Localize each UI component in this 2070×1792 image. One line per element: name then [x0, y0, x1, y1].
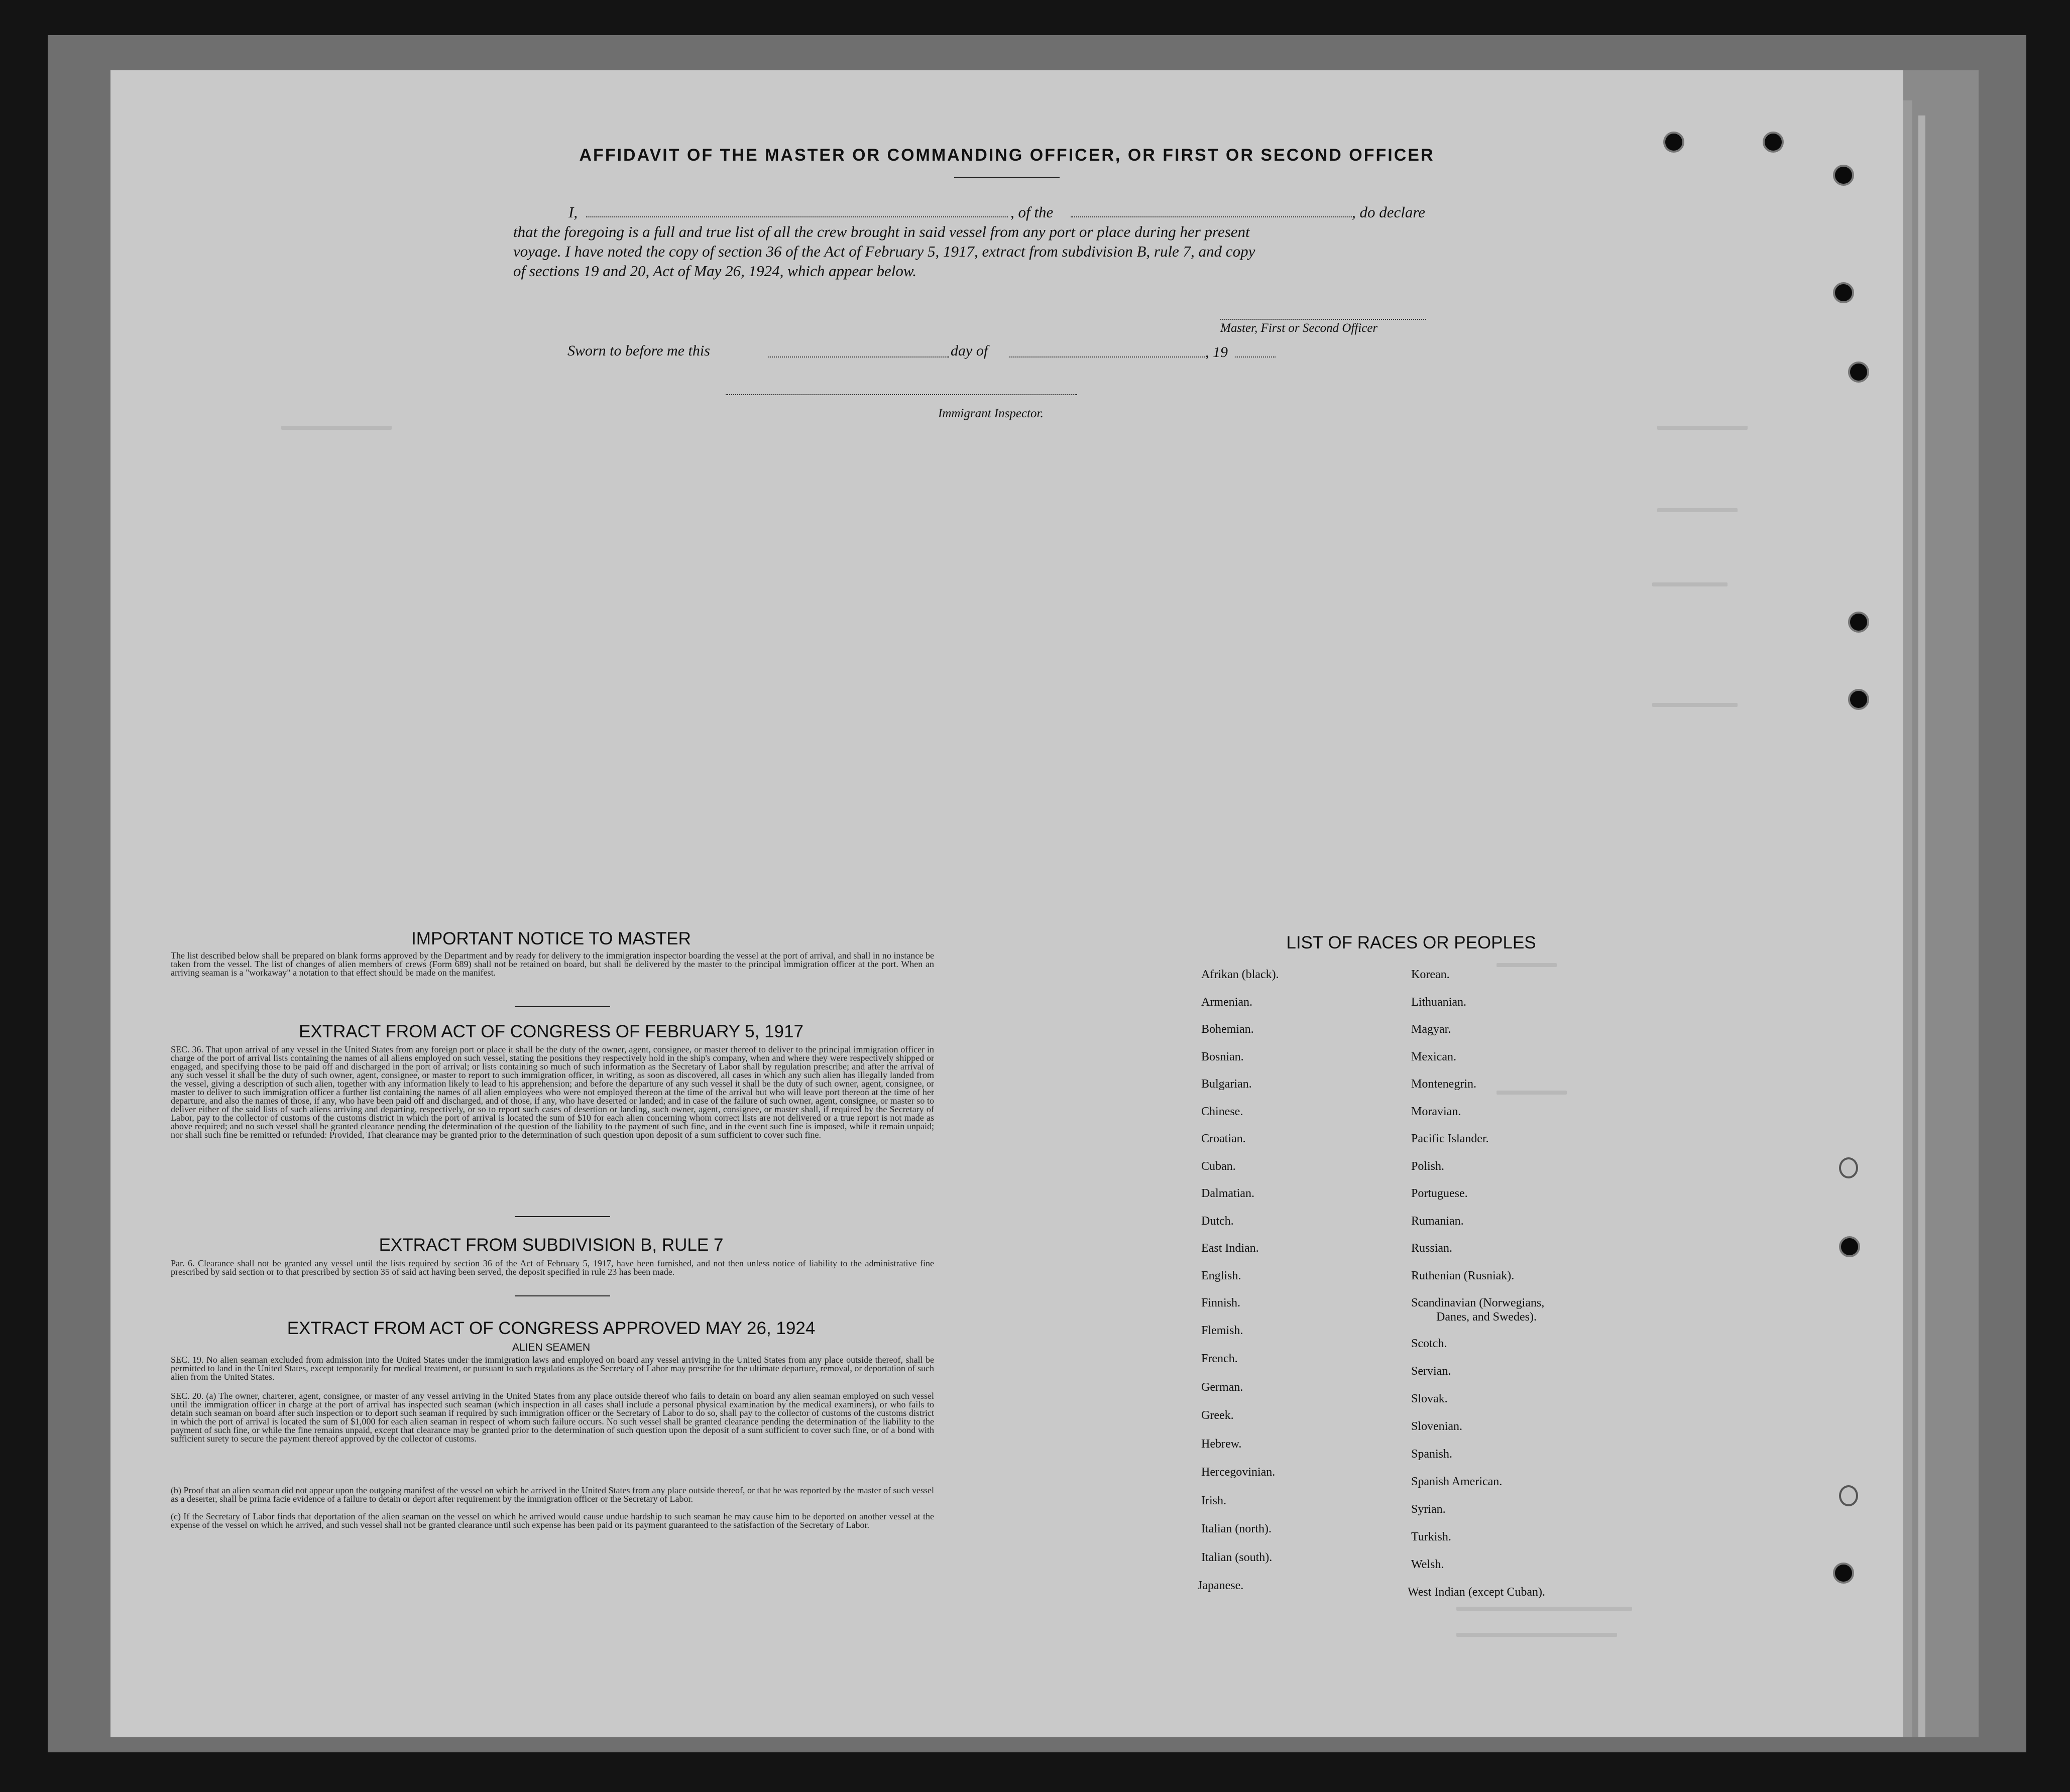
- race-item: Magyar.: [1411, 1023, 1451, 1036]
- binder-hole: [1833, 282, 1854, 303]
- affidavit-i: I,: [568, 203, 578, 221]
- inspector-signature-blank[interactable]: [726, 394, 1077, 395]
- notice-title: IMPORTANT NOTICE TO MASTER: [411, 929, 691, 948]
- sworn-day-blank[interactable]: [768, 356, 949, 357]
- race-item: Hebrew.: [1201, 1438, 1242, 1451]
- section-rule: [515, 1006, 610, 1007]
- race-item: Bulgarian.: [1201, 1078, 1252, 1091]
- sec-20b-body: (b) Proof that an alien seaman did not appear upon the outgoing manifest of the vessel on which he arrived in the United States from any place outside thereof, or that he was reported by the master of such vessel as a deserter, shall be prima facie evidence of a failure to detain or deport after requirement by the immigration officer or the Secretary of Labor.: [171, 1485, 934, 1504]
- affidavit-line-4: of sections 19 and 20, Act of May 26, 1924, which appear below.: [513, 262, 917, 280]
- race-item: Danes, and Swedes).: [1436, 1310, 1537, 1324]
- affidavit-line-2: that the foregoing is a full and true list of all the crew brought in said vessel from any port or place during her present: [513, 223, 1250, 241]
- race-item: Italian (north).: [1201, 1522, 1272, 1535]
- affidavit-declaration-line: [513, 203, 1498, 223]
- binder-hole: [1848, 612, 1869, 633]
- section-rule: [515, 1295, 610, 1296]
- race-item: Rumanian.: [1411, 1215, 1464, 1228]
- bleed-through-mark: [1497, 1091, 1567, 1095]
- race-item: Servian.: [1411, 1365, 1451, 1378]
- race-item: West Indian (except Cuban).: [1408, 1586, 1545, 1599]
- race-item: Scandinavian (Norwegians,: [1411, 1296, 1545, 1309]
- race-item: Greek.: [1201, 1409, 1234, 1422]
- race-item: Bohemian.: [1201, 1023, 1254, 1036]
- race-item: Afrikan (black).: [1201, 968, 1279, 981]
- extract-1917-body: SEC. 36. That upon arrival of any vessel in the United States from any foreign port or place it shall be the duty of the owner, agent, consignee, or master thereof to deliver to the principal immigration officer in charge of the port of arrival lists containing the names of all aliens employed on such vessel, stating the positions they respectively hold in the ship's company, when and where they were respectively shipped or engaged, and specifying those to be paid off and discharged in the port of arrival; or lists containing so much of such information as the Secretary of Labor shall by regulation prescribe; and after the arrival of any such vessel it shall be the duty of such owner, agent, consignee, or master to report to such immigration officer, in writing, as soon as discovered, all cases in which any such alien has illegally landed from the vessel, giving a description of such alien, together with any information likely to lead to his apprehension; and before the departure of any such vessel it shall be the duty of such owner, agent, consignee, or master to deliver to such immigration officer a further list containing the names of all alien employees who were not employed thereon at the time of the arrival but who will leave port thereon at the time of her departure, and also the names of those, if any, who have been paid off and discharged, and of those, if any, who have deserted or landed; and in case of the failure of such owner, agent, consignee, or master so to deliver either of the said lists of such aliens arriving and departing, respectively, or so to report such cases of desertion or landing, such owner, agent, consignee, or master shall, if required by the Secretary of Labor, pay to the collector of customs of the customs district in which the port of arrival is located the sum of $10 for each alien concerning whom correct lists are not delivered or a true report is not made as above required; and no such vessel shall be granted clearance pending the determination of the question of the liability to the payment of such fine, and in the event such fine is imposed, while it remain unpaid; nor shall such fine be remitted or refunded: Provided, That clearance may be granted prior to the determination of such question upon deposit of a sum sufficient to cover such fine.: [171, 1044, 934, 1140]
- affidavit-title: AFFIDAVIT OF THE MASTER OR COMMANDING OFFICER, OR FIRST OR SECOND OFFICER: [579, 146, 1435, 165]
- bleed-through-mark: [1456, 1607, 1632, 1611]
- race-item: Portuguese.: [1411, 1187, 1468, 1200]
- race-item: Slovenian.: [1411, 1420, 1462, 1433]
- extract-1924-title: EXTRACT FROM ACT OF CONGRESS APPROVED MAY 26, 1924: [287, 1319, 816, 1338]
- race-item: English.: [1201, 1269, 1241, 1282]
- name-blank[interactable]: [586, 216, 1008, 217]
- race-item: East Indian.: [1201, 1242, 1259, 1255]
- binder-hole: [1839, 1236, 1860, 1257]
- race-item: Armenian.: [1201, 996, 1252, 1009]
- binder-hole: [1833, 1563, 1854, 1584]
- bleed-through-mark: [1657, 426, 1748, 430]
- affidavit-of-the: , of the: [1010, 203, 1054, 221]
- race-item: Mexican.: [1411, 1050, 1456, 1063]
- day-of-label: day of: [951, 342, 988, 359]
- race-item: Spanish.: [1411, 1448, 1453, 1461]
- binder-hole: [1663, 132, 1684, 153]
- race-item: Bosnian.: [1201, 1050, 1244, 1063]
- races-title: LIST OF RACES OR PEOPLES: [1286, 933, 1536, 952]
- binder-hole: [1848, 689, 1869, 710]
- bleed-through-mark: [1652, 582, 1728, 586]
- extract-1924-subtitle: ALIEN SEAMEN: [512, 1342, 591, 1353]
- binder-hole: [1839, 1157, 1858, 1178]
- race-item: Flemish.: [1201, 1324, 1243, 1337]
- race-item: Polish.: [1411, 1160, 1445, 1173]
- year-blank[interactable]: [1235, 356, 1276, 357]
- vessel-blank[interactable]: [1071, 216, 1352, 217]
- race-item: Pacific Islander.: [1411, 1132, 1489, 1145]
- extract-rule7-body: Par. 6. Clearance shall not be granted any vessel until the lists required by section 36 of the Act of February 5, 1917, have been furnished, and not then unless notice of liability to the administrative fine prescribed by said section or to that prescribed by section 35 of said act having been served, the deposit specified in rule 23 has been made.: [171, 1258, 934, 1277]
- race-item: Irish.: [1201, 1494, 1226, 1507]
- race-item: Moravian.: [1411, 1105, 1461, 1118]
- race-item: German.: [1201, 1381, 1243, 1394]
- sec-19-body: SEC. 19. No alien seaman excluded from admission into the United States under the immigration laws and employed on board any vessel arriving in the United States from any place outside thereof, shall be permitted to land in the United States, except temporarily for medical treatment, or pursuant to such regulations as the Secretary of Labor may prescribe for the ultimate departure, removal, or deportation of such alien from the United States.: [171, 1355, 934, 1382]
- race-item: Cuban.: [1201, 1160, 1236, 1173]
- race-item: Korean.: [1411, 968, 1450, 981]
- extract-rule7-title: EXTRACT FROM SUBDIVISION B, RULE 7: [379, 1235, 724, 1255]
- race-item: Finnish.: [1201, 1296, 1241, 1309]
- race-item: Syrian.: [1411, 1503, 1446, 1516]
- sec-20a-body: SEC. 20. (a) The owner, charterer, agent, consignee, or master of any vessel arriving in the United States from any place outside thereof who fails to detain on board any alien seaman employed on such vessel until the immigration officer in charge at the port of arrival has inspected such seaman (which inspection in all cases shall include a personal physical examination by the medical examiners), or who fails to detain such seaman on board after such inspection or to deport such seaman if required by such immigration officer or the Secretary of Labor to do so, shall pay to the collector of customs of the customs district in which the port of arrival is located the sum of $1,000 for each alien seaman in respect of whom such failure occurs. No such vessel shall be granted clearance pending the determination of the liability to the payment of such fine, or while the fine remains unpaid, except that clearance may be granted prior to the determination of such question upon the deposit of a sum sufficient to cover such fine, or of a bond with sufficient surety to secure the payment thereof approved by the collector of customs.: [171, 1391, 934, 1444]
- page-edge: [1903, 100, 1912, 1737]
- race-item: Dalmatian.: [1201, 1187, 1254, 1200]
- sec-20c-body: (c) If the Secretary of Labor finds that deportation of the alien seaman on the vessel on which he arrived would cause undue hardship to such seaman he may cause him to be deported on another vessel at the expense of the vessel on which he arrived, and such vessel shall not be granted clearance until such expense has been paid or its payment guaranteed to the satisfaction of the Secretary of Labor.: [171, 1511, 934, 1530]
- race-item: Italian (south).: [1201, 1551, 1273, 1564]
- extract-1917-title: EXTRACT FROM ACT OF CONGRESS OF FEBRUARY 5, 1917: [299, 1022, 803, 1041]
- race-item: Russian.: [1411, 1242, 1453, 1255]
- binder-hole: [1839, 1485, 1858, 1506]
- race-item: Spanish American.: [1411, 1475, 1503, 1488]
- bleed-through-mark: [1497, 963, 1557, 967]
- race-item: Dutch.: [1201, 1215, 1234, 1228]
- race-item: Slovak.: [1411, 1392, 1448, 1405]
- binder-hole: [1833, 165, 1854, 186]
- sworn-month-blank[interactable]: [1009, 356, 1205, 357]
- year-label: , 19: [1205, 344, 1228, 361]
- bleed-through-mark: [281, 426, 392, 430]
- race-item: Lithuanian.: [1411, 996, 1466, 1009]
- sworn-label: Sworn to before me this: [567, 342, 710, 359]
- notice-body: The list described below shall be prepared on blank forms approved by the Department and by ready for delivery to the immigration inspector boarding the vessel at the port of arrival, and shall in no instance be taken from the vessel. The list of changes of alien members of crews (Form 689) shall not be retained on board, but shall be delivered by the master to the principal immigration officer at the port. When an arriving seaman is a "workaway" a notation to that effect should be made on the manifest.: [171, 950, 934, 978]
- race-item: Ruthenian (Rusniak).: [1411, 1269, 1515, 1282]
- race-item: Chinese.: [1201, 1105, 1243, 1118]
- race-item: Turkish.: [1411, 1530, 1451, 1543]
- bleed-through-mark: [1456, 1633, 1617, 1637]
- inspector-label: Immigrant Inspector.: [938, 407, 1044, 420]
- binder-hole: [1763, 132, 1784, 153]
- race-item: Montenegrin.: [1411, 1078, 1476, 1091]
- race-item: Japanese.: [1198, 1579, 1244, 1592]
- binder-hole: [1848, 362, 1869, 383]
- section-rule: [515, 1216, 610, 1217]
- race-item: Croatian.: [1201, 1132, 1246, 1145]
- bleed-through-mark: [1652, 703, 1738, 707]
- race-item: Hercegovinian.: [1201, 1466, 1276, 1479]
- race-item: Scotch.: [1411, 1337, 1447, 1350]
- title-rule: [954, 177, 1060, 178]
- officer-signature-blank[interactable]: [1220, 319, 1426, 320]
- affidavit-line-3: voyage. I have noted the copy of section 36 of the Act of February 5, 1917, extract from subdivision B, rule 7, and copy: [513, 243, 1255, 260]
- race-item: Welsh.: [1411, 1558, 1444, 1571]
- bleed-through-mark: [1657, 508, 1738, 512]
- race-item: French.: [1201, 1352, 1238, 1365]
- officer-signature-label: Master, First or Second Officer: [1220, 321, 1378, 335]
- affidavit-do-declare: , do declare: [1352, 203, 1426, 221]
- page-edge: [1918, 115, 1925, 1737]
